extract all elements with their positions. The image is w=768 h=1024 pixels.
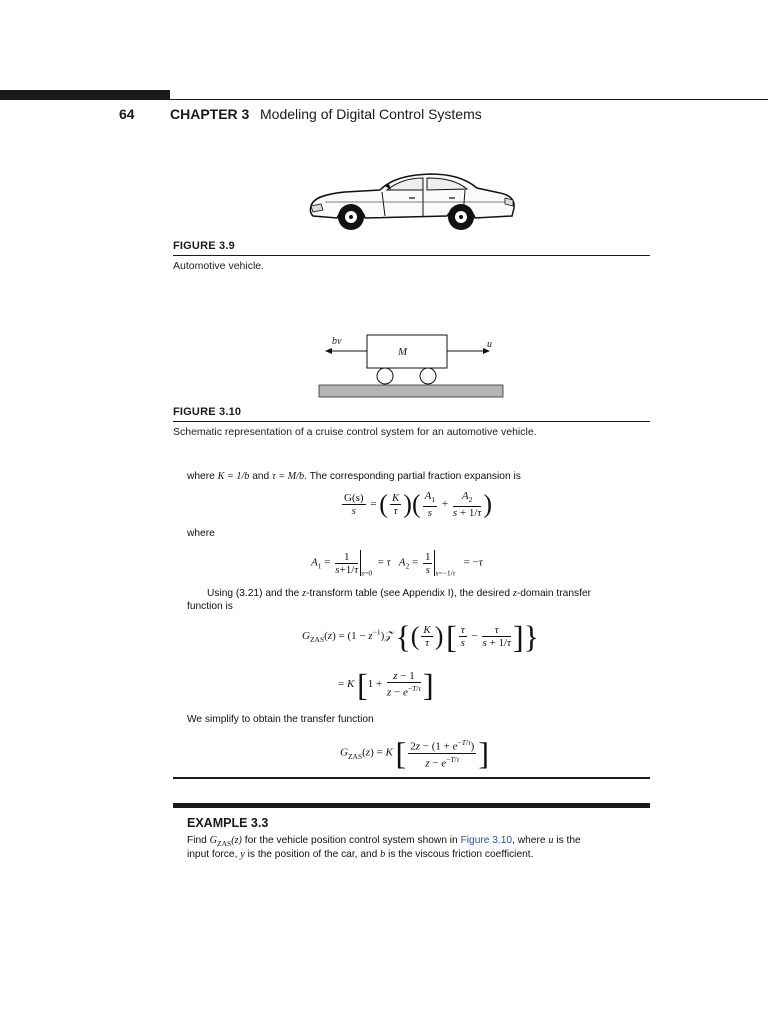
example-text-line-2: input force, y is the position of the car, and b is the viscous friction coefficient.: [187, 849, 534, 860]
equation-gzas-final: $G_{ZAS}(z) = K$ [ $\frac{2z - (1 + e^{-T/\tau})}{z - e^{-T/\tau}}$ ]: [340, 735, 489, 772]
where-k-tau-line: where K = 1/b and τ = M/b. The corresponding partial fraction expansion is: [187, 471, 521, 482]
section-end-rule: [173, 777, 650, 779]
where-line-2: where: [187, 528, 215, 539]
figure-3-10-label: FIGURE 3.10: [173, 406, 242, 418]
figure-3-10-link[interactable]: Figure 3.10: [460, 835, 513, 846]
example-title: EXAMPLE 3.3: [187, 816, 269, 830]
figure-3-10-rule: [173, 421, 650, 422]
figure-3-9-rule: [173, 255, 650, 256]
equation-partial-fraction: $\frac{G(s)}{s}$ = ( $\frac{K}{\tau}$ )( $\frac{A_1}{s}$ + $\frac{A_2}{s + 1/\tau}$ ): [344, 489, 492, 520]
simplify-line: We simplify to obtain the transfer function: [187, 714, 374, 725]
figure-3-10-caption: Schematic representation of a cruise control system for an automotive vehicle.: [173, 426, 537, 438]
chapter-label: CHAPTER 3: [170, 106, 250, 122]
figure-3-9-label: FIGURE 3.9: [173, 240, 235, 252]
equation-gzas-transform: $G_{ZAS}(z) = (1$ − $z^{-1})𝒵$ {( $\frac{K}{\tau}$ ) [ $\frac{\tau}{s}$ − $\frac{\tau}{s + 1/\tau}$ ]}: [302, 618, 539, 655]
figure-3-9-caption: Automotive vehicle.: [173, 260, 265, 272]
chapter-title: Modeling of Digital Control Systems: [260, 106, 482, 122]
function-is-line: function is: [187, 601, 233, 612]
input-force-label: u: [487, 339, 492, 350]
example-top-bar: [173, 803, 650, 808]
car-illustration: [305, 168, 520, 236]
cruise-schematic: [315, 330, 510, 402]
header-bar-thick: [0, 90, 170, 100]
example-text-line-1: Find $G_{ZAS}(z)$ for the vehicle position control system shown in Figure 3.10, where u is the: [187, 835, 581, 849]
friction-force-label: bv: [332, 336, 342, 347]
page-number: 64: [119, 106, 135, 122]
equation-gzas-intermediate: = K [1 + $\frac{z - 1}{z - e^{-T/\tau}}$ ]: [338, 666, 434, 703]
equation-residues: $A_1$ = $\frac{1}{s+1/\tau}$ $_{s=0}$ = τ $A_2$ = $\frac{1}{s}$ $_{s=-1/\tau}$ = −τ: [311, 550, 483, 578]
using-line: Using (3.21) and the z-transform table (see Appendix I), the desired z-domain transfer: [207, 588, 591, 599]
mass-label: M: [398, 346, 408, 358]
header-rule: [170, 99, 768, 100]
